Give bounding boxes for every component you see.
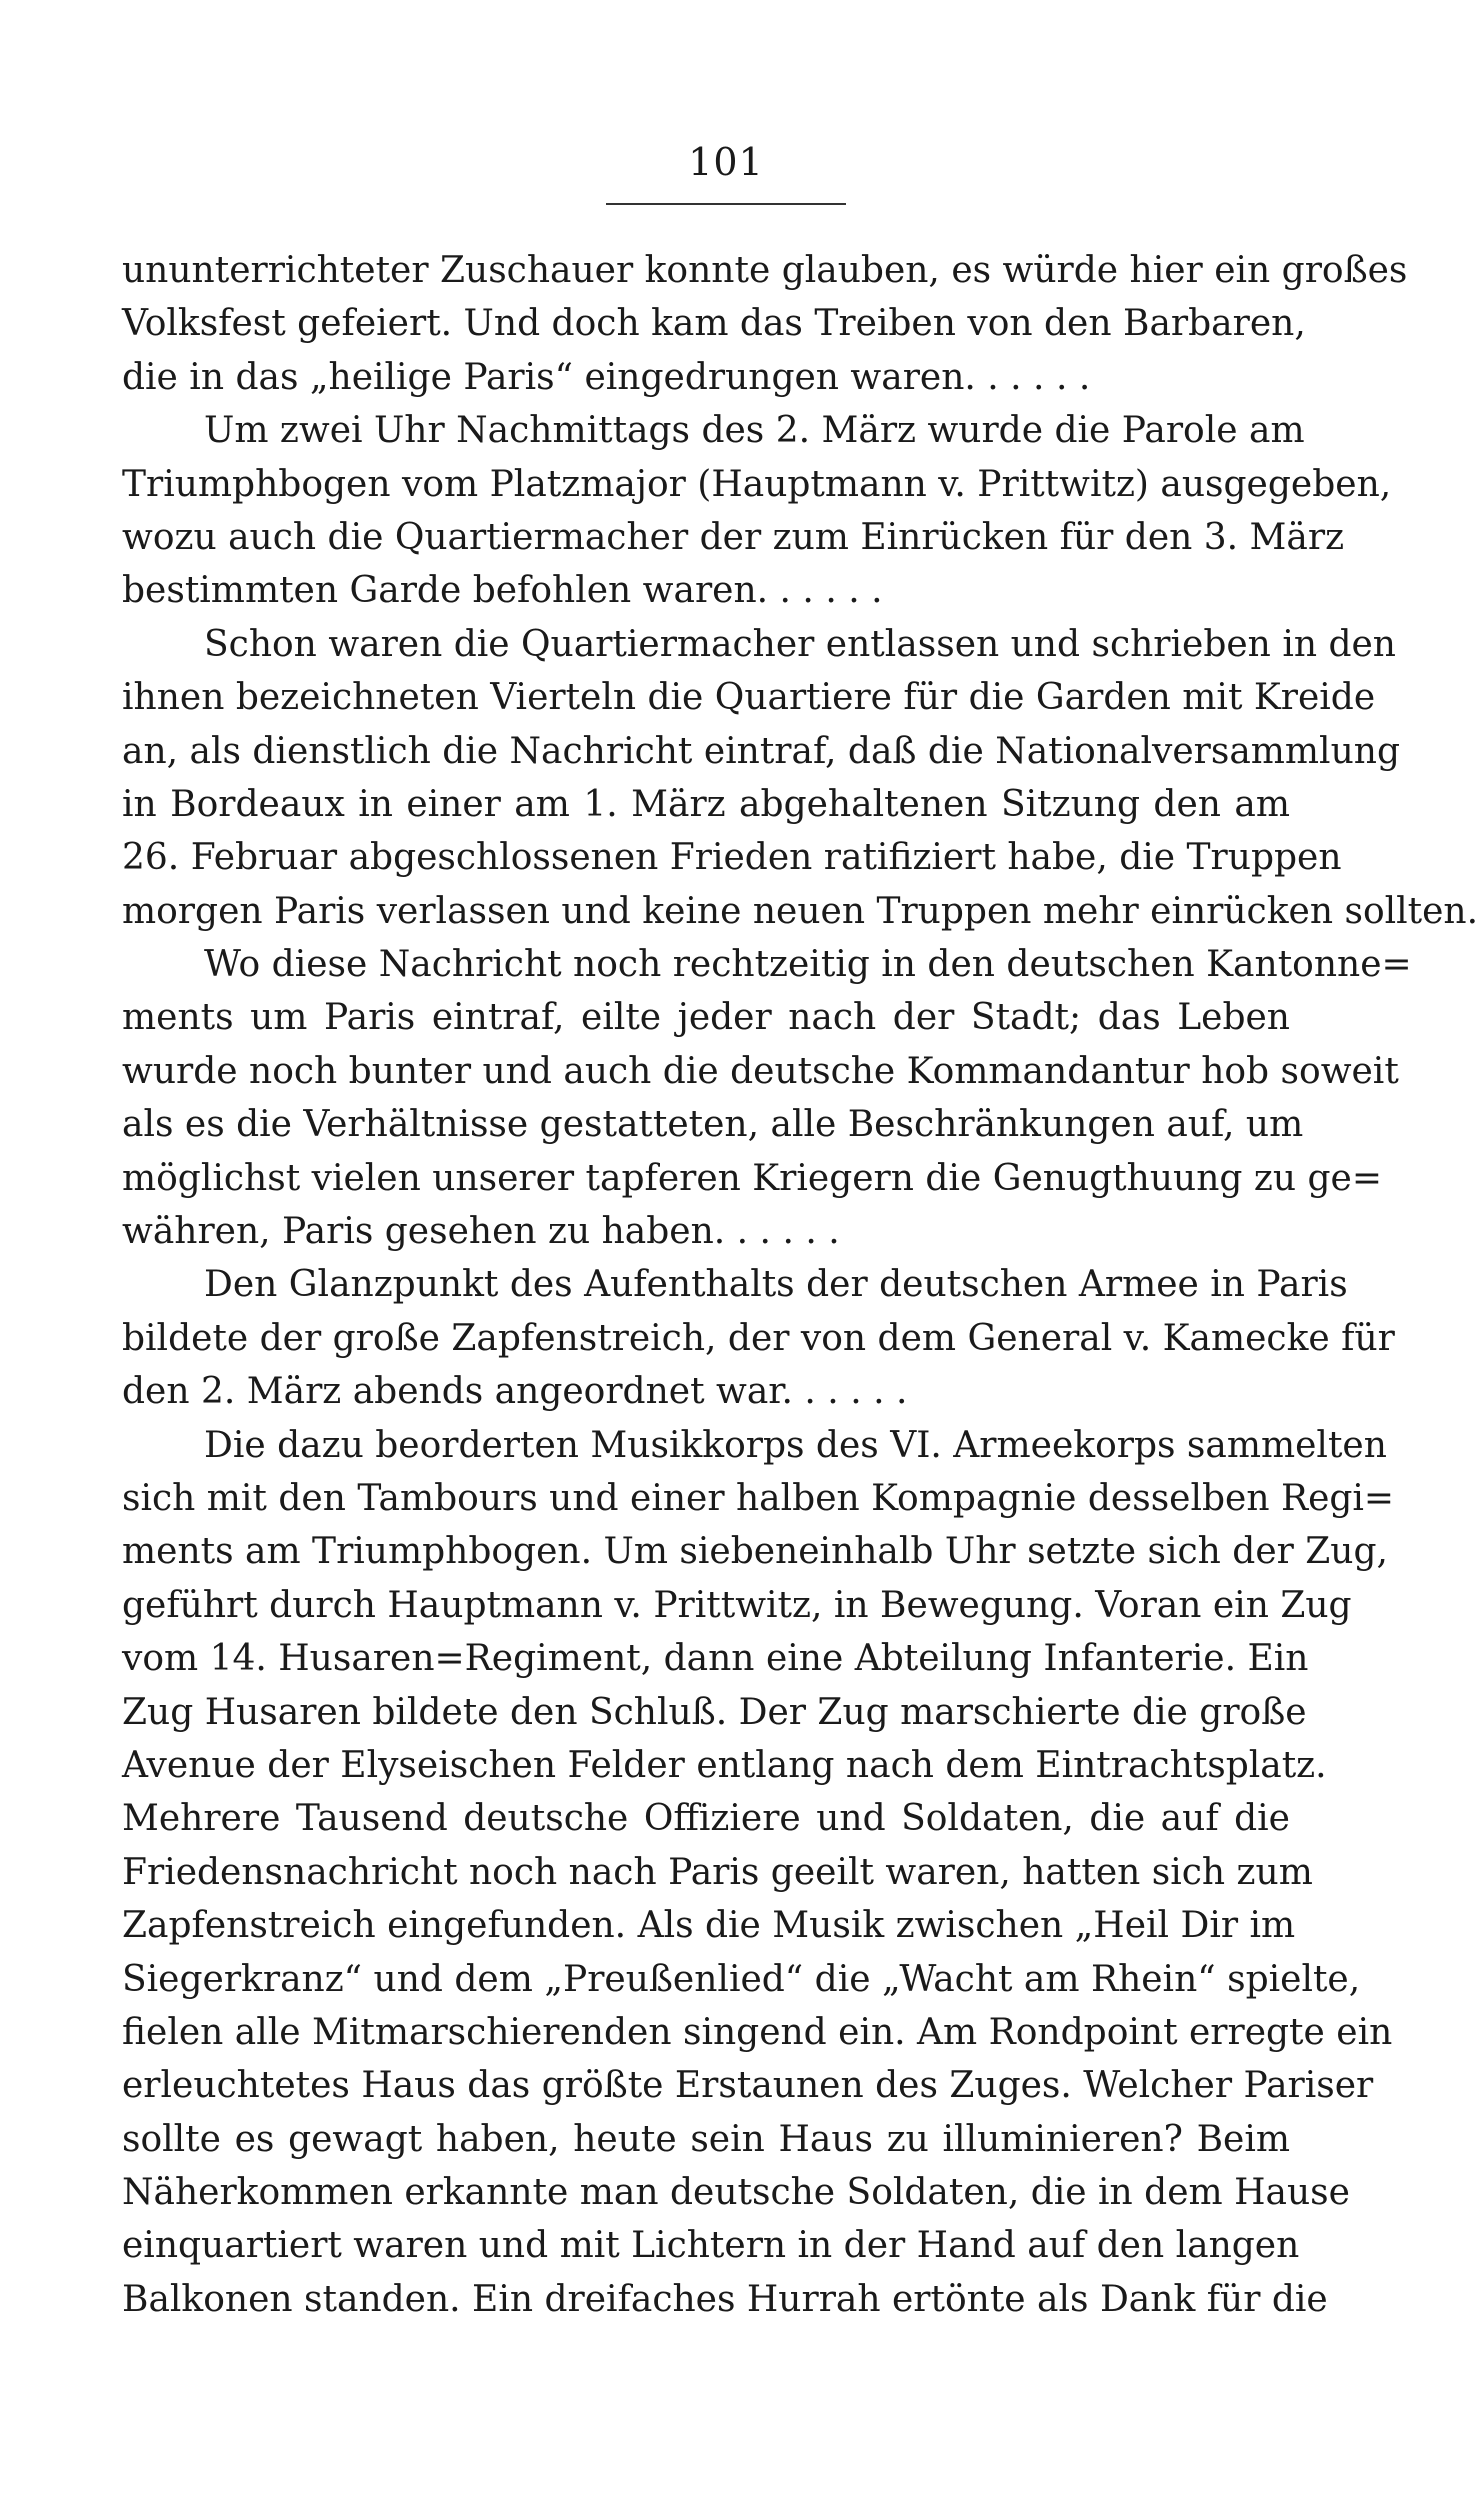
- text-line: Den Glanzpunkt des Aufenthalts der deutschen Armee in Paris: [204, 1264, 1348, 1306]
- text-line: Balkonen standen. Ein dreifaches Hurrah ertönte als Dank für die: [122, 2278, 1328, 2320]
- text-line: Avenue der Elyseischen Felder entlang nach dem Eintrachtsplatz.: [122, 1744, 1327, 1786]
- paragraph: [122, 404, 1392, 618]
- paragraph: [122, 618, 1478, 938]
- text-line: Zapfenstreich eingefunden. Als die Musik zwischen „Heil Dir im: [122, 1905, 1296, 1947]
- paragraph: [122, 1419, 1395, 2327]
- body-text: [122, 244, 1478, 2326]
- text-line: erleuchtetes Haus das größte Erstaunen des Zuges. Welcher Pariser: [122, 2065, 1374, 2107]
- text-line: wozu auch die Quartiermacher der zum Einrücken für den 3. März: [122, 516, 1345, 558]
- text-line: die in das „heilige Paris“ eingedrungen waren. . . . . .: [122, 356, 1091, 398]
- paragraph: [122, 938, 1412, 1258]
- text-line: vom 14. Husaren=Regiment, dann eine Abteilung Infanterie. Ein: [122, 1638, 1309, 1680]
- text-line: Mehrere Tausend deutsche Offiziere und Soldaten, die auf die: [122, 1798, 1290, 1840]
- text-line: Schon waren die Quartiermacher entlassen und schrieben in den: [204, 623, 1396, 665]
- text-line: den 2. März abends angeordnet war. . . . . .: [122, 1371, 908, 1413]
- text-line: einquartiert waren und mit Lichtern in der Hand auf den langen: [122, 2225, 1300, 2267]
- text-line: an, als dienstlich die Nachricht eintraf, daß die Nationalversammlung: [122, 730, 1400, 772]
- text-line: möglichst vielen unserer tapferen Kriegern die Genugthuung zu ge=: [122, 1157, 1382, 1199]
- text-line: Triumphbogen vom Platzmajor (Hauptmann v. Prittwitz) ausgegeben,: [122, 463, 1392, 505]
- text-line: ments um Paris eintraf, eilte jeder nach der Stadt; das Leben: [122, 997, 1290, 1039]
- text-line: währen, Paris gesehen zu haben. . . . . .: [122, 1211, 840, 1253]
- paragraph: [122, 244, 1408, 404]
- text-line: bestimmten Garde befohlen waren. . . . . .: [122, 570, 883, 612]
- header-rule: [606, 203, 846, 205]
- page-number: 101: [688, 140, 764, 184]
- text-line: Die dazu beorderten Musikkorps des VI. Armeekorps sammelten: [204, 1424, 1387, 1466]
- text-line: Wo diese Nachricht noch rechtzeitig in den deutschen Kantonne=: [204, 944, 1412, 986]
- text-line: Zug Husaren bildete den Schluß. Der Zug marschierte die große: [122, 1691, 1307, 1733]
- text-line: als es die Verhältnisse gestatteten, alle Beschränkungen auf, um: [122, 1104, 1304, 1146]
- text-line: fielen alle Mitmarschierenden singend ein. Am Rondpoint erregte ein: [122, 2011, 1393, 2053]
- text-line: Volksfest gefeiert. Und doch kam das Treiben von den Barbaren,: [122, 303, 1306, 345]
- text-line: wurde noch bunter und auch die deutsche Kommandantur hob soweit: [122, 1050, 1399, 1092]
- text-line: Um zwei Uhr Nachmittags des 2. März wurde die Parole am: [204, 410, 1305, 452]
- text-line: morgen Paris verlassen und keine neuen Truppen mehr einrücken sollten.: [122, 890, 1478, 932]
- text-line: Siegerkranz“ und dem „Preußenlied“ die „Wacht am Rhein“ spielte,: [122, 1958, 1361, 2000]
- text-line: sollte es gewagt haben, heute sein Haus zu illuminieren? Beim: [122, 2118, 1290, 2160]
- text-line: ununterrichteter Zuschauer konnte glauben, es würde hier ein großes: [122, 250, 1408, 291]
- text-line: bildete der große Zapfenstreich, der von dem General v. Kamecke für: [122, 1317, 1395, 1359]
- text-line: 26. Februar abgeschlossenen Frieden ratifiziert habe, die Truppen: [122, 837, 1342, 879]
- text-line: Friedensnachricht noch nach Paris geeilt waren, hatten sich zum: [122, 1851, 1313, 1893]
- text-line: sich mit den Tambours und einer halben Kompagnie desselben Regi=: [122, 1477, 1395, 1519]
- text-line: in Bordeaux in einer am 1. März abgehaltenen Sitzung den am: [122, 783, 1290, 825]
- text-line: Näherkommen erkannte man deutsche Soldaten, die in dem Hause: [122, 2172, 1350, 2214]
- text-line: geführt durch Hauptmann v. Prittwitz, in Bewegung. Voran ein Zug: [122, 1584, 1352, 1626]
- paragraph: [122, 1258, 1395, 1418]
- text-line: ihnen bezeichneten Vierteln die Quartiere für die Garden mit Kreide: [122, 677, 1376, 719]
- text-line: ments am Triumphbogen. Um siebeneinhalb Uhr setzte sich der Zug,: [122, 1531, 1388, 1573]
